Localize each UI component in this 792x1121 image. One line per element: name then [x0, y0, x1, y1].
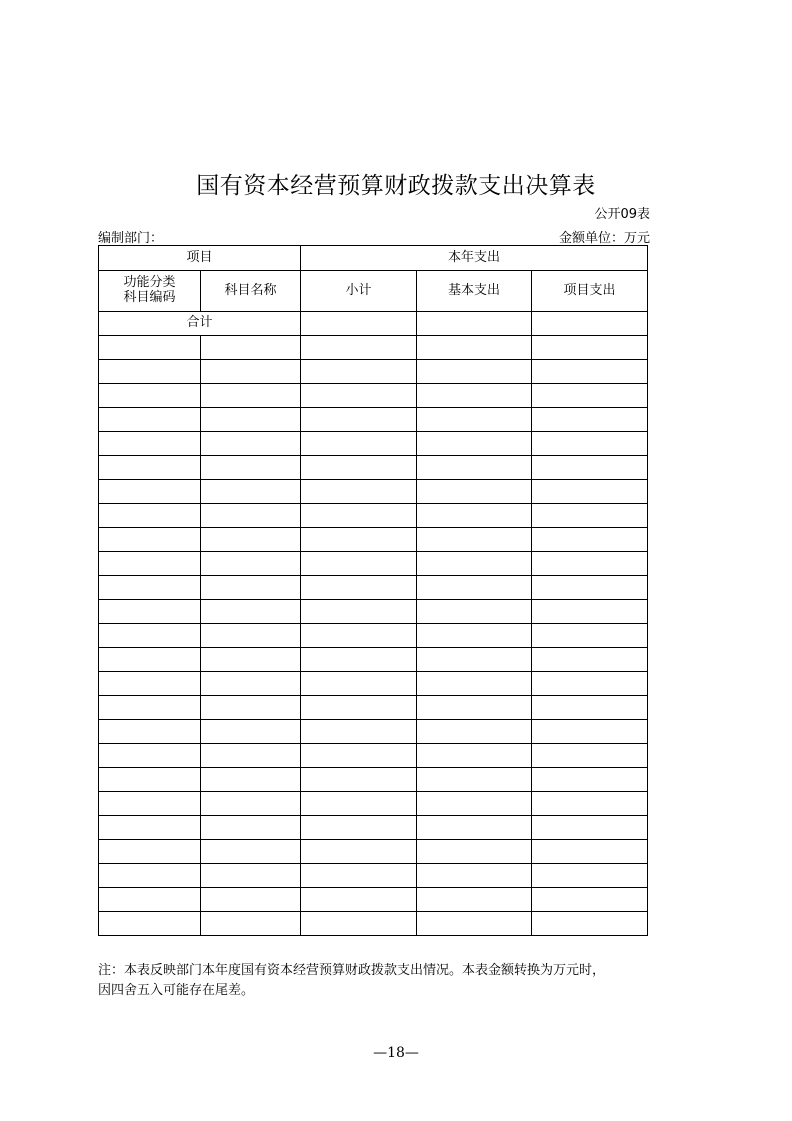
table-row — [99, 744, 648, 768]
table-row — [99, 528, 648, 552]
function-code-cell — [99, 504, 201, 528]
project-expense-cell — [532, 912, 648, 936]
table-column-header-row — [99, 271, 648, 312]
function-code-cell — [99, 768, 201, 792]
basic-expense-cell — [417, 336, 532, 360]
table-row — [99, 816, 648, 840]
function-code-cell — [99, 384, 201, 408]
subject-name-cell — [201, 912, 301, 936]
project-expense-cell — [532, 720, 648, 744]
table-row — [99, 576, 648, 600]
table-row — [99, 864, 648, 888]
basic-expense-cell — [417, 456, 532, 480]
header-current-year-expense: 本年支出 — [301, 246, 648, 271]
subtotal-cell — [301, 432, 417, 456]
basic-expense-cell — [417, 816, 532, 840]
subject-name-cell — [201, 816, 301, 840]
subject-name-cell — [201, 552, 301, 576]
subtotal-cell — [301, 528, 417, 552]
subject-name-cell — [201, 720, 301, 744]
subtotal-cell — [301, 648, 417, 672]
subject-name-cell — [201, 408, 301, 432]
subject-name-cell — [201, 624, 301, 648]
function-code-cell — [99, 552, 201, 576]
subtotal-cell — [301, 504, 417, 528]
subject-name-cell — [201, 768, 301, 792]
table-row — [99, 912, 648, 936]
subtotal-cell — [301, 816, 417, 840]
project-expense-cell — [532, 504, 648, 528]
subtotal-cell — [301, 360, 417, 384]
total-basic-expense-cell — [417, 312, 532, 336]
subtotal-cell — [301, 720, 417, 744]
subject-name-cell — [201, 504, 301, 528]
basic-expense-cell — [417, 768, 532, 792]
subtotal-cell — [301, 888, 417, 912]
project-expense-cell — [532, 480, 648, 504]
header-subject-name: 科目名称 — [201, 271, 301, 312]
footnote-line2: 因四舍五入可能存在尾差。 — [98, 983, 255, 998]
subtotal-cell — [301, 576, 417, 600]
subtotal-cell — [301, 744, 417, 768]
form-number: 公开09表 — [594, 207, 650, 222]
basic-expense-cell — [417, 864, 532, 888]
subject-name-cell — [201, 888, 301, 912]
table-row — [99, 648, 648, 672]
table-row — [99, 360, 648, 384]
total-label-cell — [99, 312, 301, 336]
project-expense-cell — [532, 744, 648, 768]
basic-expense-cell — [417, 360, 532, 384]
table-row — [99, 336, 648, 360]
subject-name-cell — [201, 864, 301, 888]
table-row — [99, 672, 648, 696]
subtotal-cell — [301, 840, 417, 864]
subject-name-cell — [201, 360, 301, 384]
function-code-cell — [99, 456, 201, 480]
basic-expense-cell — [417, 624, 532, 648]
function-code-cell — [99, 432, 201, 456]
project-expense-cell — [532, 672, 648, 696]
table-row — [99, 624, 648, 648]
table-row — [99, 792, 648, 816]
function-code-cell — [99, 840, 201, 864]
function-code-cell — [99, 672, 201, 696]
basic-expense-cell — [417, 504, 532, 528]
basic-expense-cell — [417, 720, 532, 744]
subject-name-cell — [201, 336, 301, 360]
function-code-cell — [99, 336, 201, 360]
table-row — [99, 888, 648, 912]
function-code-cell — [99, 576, 201, 600]
project-expense-cell — [532, 840, 648, 864]
table-group-header-row — [99, 246, 648, 271]
project-expense-cell — [532, 528, 648, 552]
subject-name-cell — [201, 672, 301, 696]
function-code-cell — [99, 744, 201, 768]
project-expense-cell — [532, 600, 648, 624]
subtotal-cell — [301, 864, 417, 888]
function-code-cell — [99, 624, 201, 648]
project-expense-cell — [532, 864, 648, 888]
subject-name-cell — [201, 432, 301, 456]
basic-expense-cell — [417, 912, 532, 936]
basic-expense-cell — [417, 888, 532, 912]
basic-expense-cell — [417, 696, 532, 720]
subtotal-cell — [301, 672, 417, 696]
subtotal-cell — [301, 552, 417, 576]
subject-name-cell — [201, 528, 301, 552]
header-subtotal: 小计 — [301, 271, 417, 312]
project-expense-cell — [532, 888, 648, 912]
subject-name-cell — [201, 600, 301, 624]
table-row — [99, 768, 648, 792]
table-row — [99, 456, 648, 480]
function-code-cell — [99, 360, 201, 384]
table-row — [99, 696, 648, 720]
table-row — [99, 408, 648, 432]
basic-expense-cell — [417, 600, 532, 624]
function-code-cell — [99, 480, 201, 504]
header-function-code-line2: 科目编码 — [123, 290, 176, 305]
subtotal-cell — [301, 792, 417, 816]
amount-unit-label: 金额单位：万元 — [558, 231, 650, 246]
function-code-cell — [99, 696, 201, 720]
function-code-cell — [99, 528, 201, 552]
basic-expense-cell — [417, 432, 532, 456]
subtotal-cell — [301, 768, 417, 792]
footnote-line1: 注：本表反映部门本年度国有资本经营预算财政拨款支出情况。本表金额转换为万元时， — [98, 963, 606, 978]
basic-expense-cell — [417, 840, 532, 864]
organization-label: 编制部门： — [98, 231, 164, 246]
table-row — [99, 552, 648, 576]
header-function-code-line1: 功能分类 — [123, 275, 176, 291]
table-row — [99, 720, 648, 744]
header-item: 项目 — [99, 246, 301, 271]
function-code-cell — [99, 792, 201, 816]
project-expense-cell — [532, 360, 648, 384]
project-expense-cell — [532, 768, 648, 792]
subtotal-cell — [301, 480, 417, 504]
function-code-cell — [99, 864, 201, 888]
function-code-cell — [99, 408, 201, 432]
basic-expense-cell — [417, 480, 532, 504]
table-row — [99, 432, 648, 456]
subtotal-cell — [301, 696, 417, 720]
function-code-cell — [99, 888, 201, 912]
subject-name-cell — [201, 792, 301, 816]
basic-expense-cell — [417, 384, 532, 408]
project-expense-cell — [532, 648, 648, 672]
header-function-code — [99, 271, 201, 312]
basic-expense-cell — [417, 408, 532, 432]
basic-expense-cell — [417, 672, 532, 696]
expense-table — [98, 245, 648, 936]
subtotal-cell — [301, 408, 417, 432]
total-subtotal-cell — [301, 312, 417, 336]
basic-expense-cell — [417, 648, 532, 672]
project-expense-cell — [532, 816, 648, 840]
function-code-cell — [99, 720, 201, 744]
subject-name-cell — [201, 480, 301, 504]
subtotal-cell — [301, 624, 417, 648]
project-expense-cell — [532, 336, 648, 360]
project-expense-cell — [532, 432, 648, 456]
table-row — [99, 480, 648, 504]
project-expense-cell — [532, 552, 648, 576]
project-expense-cell — [532, 624, 648, 648]
project-expense-cell — [532, 792, 648, 816]
project-expense-cell — [532, 576, 648, 600]
project-expense-cell — [532, 384, 648, 408]
subject-name-cell — [201, 696, 301, 720]
subject-name-cell — [201, 744, 301, 768]
table-row — [99, 840, 648, 864]
function-code-cell — [99, 816, 201, 840]
subtotal-cell — [301, 912, 417, 936]
basic-expense-cell — [417, 552, 532, 576]
footnote — [98, 961, 658, 1001]
subject-name-cell — [201, 648, 301, 672]
subtotal-cell — [301, 336, 417, 360]
function-code-cell — [99, 600, 201, 624]
basic-expense-cell — [417, 792, 532, 816]
total-row — [99, 312, 648, 336]
table-row — [99, 384, 648, 408]
subtotal-cell — [301, 384, 417, 408]
basic-expense-cell — [417, 576, 532, 600]
total-label: 合计 — [186, 315, 213, 331]
header-basic-expense: 基本支出 — [417, 271, 532, 312]
subject-name-cell — [201, 456, 301, 480]
project-expense-cell — [532, 408, 648, 432]
subject-name-cell — [201, 576, 301, 600]
subject-name-cell — [201, 384, 301, 408]
basic-expense-cell — [417, 528, 532, 552]
function-code-cell — [99, 648, 201, 672]
subtotal-cell — [301, 456, 417, 480]
table-row — [99, 504, 648, 528]
subtotal-cell — [301, 600, 417, 624]
total-project-expense-cell — [532, 312, 648, 336]
table-row — [99, 600, 648, 624]
document-title: 国有资本经营预算财政拨款支出决算表 — [196, 173, 596, 199]
function-code-cell — [99, 912, 201, 936]
project-expense-cell — [532, 456, 648, 480]
header-project-expense: 项目支出 — [532, 271, 648, 312]
subject-name-cell — [201, 840, 301, 864]
project-expense-cell — [532, 696, 648, 720]
basic-expense-cell — [417, 744, 532, 768]
page-number: —18— — [373, 1045, 419, 1061]
